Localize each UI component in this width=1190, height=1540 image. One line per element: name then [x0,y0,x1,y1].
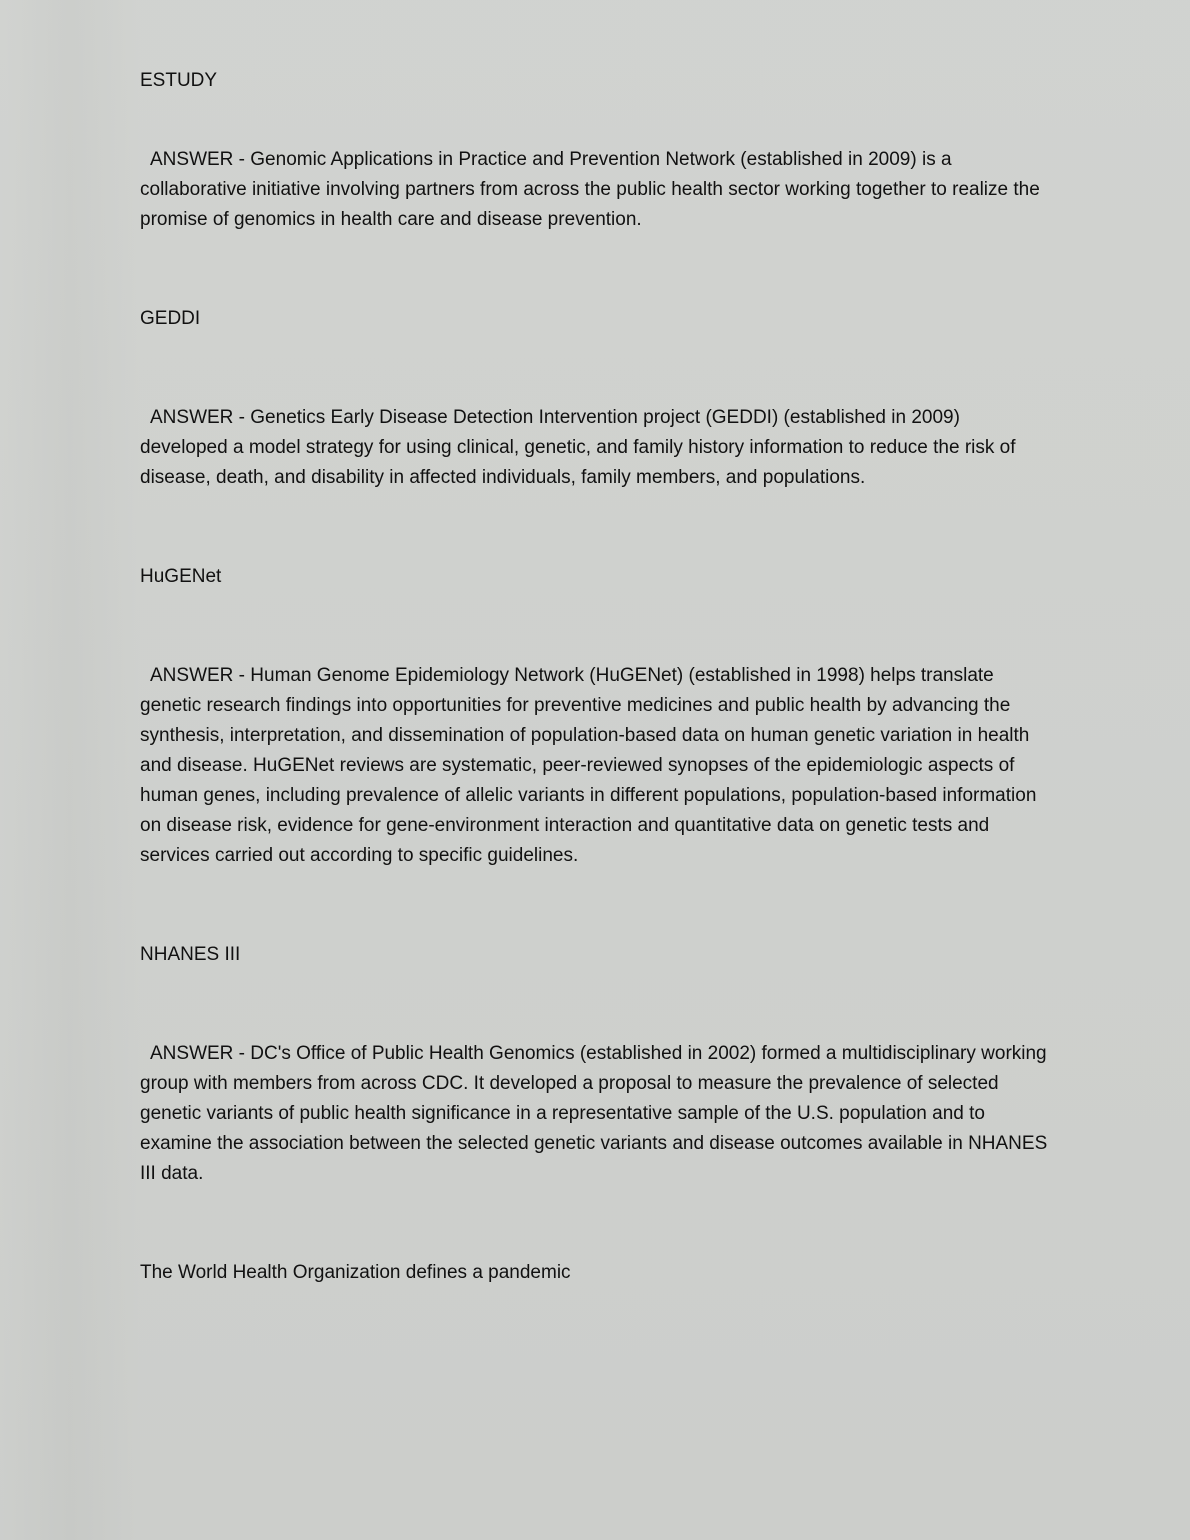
term-geddi: GEDDI [140,308,201,329]
answer-prefix: ANSWER - [150,407,251,428]
answer-estudy [140,145,1050,235]
answer-text: Genomic Applications in Practice and Prevention Network (established in 2009) is a collaborative initiative involving partners from across the public health sector working together to realize the promise of genomics in health care and disease prevention. [140,149,1040,230]
term-estudy: ESTUDY [140,70,218,91]
answer-text: DC's Office of Public Health Genomics (established in 2002) formed a multidisciplinary working group with members from across CDC. It developed a proposal to measure the prevalence of selected genetic variants of public health significance in a representative sample of the U.S. population and to examine the association between the selected genetic variants and disease outcomes available in NHANES III data. [140,1043,1048,1184]
answer-geddi [140,403,1050,493]
answer-text: Human Genome Epidemiology Network (HuGENet) (established in 1998) helps translate genetic research findings into opportunities for preventive medicines and public health by advancing the synthesis, interpretation, and dissemination of population-based data on human genetic variation in health and disease. HuGENet reviews are systematic, peer-reviewed synopses of the epidemiologic aspects of human genes, including prevalence of allelic variants in different populations, population-based information on disease risk, evidence for gene-environment interaction and quantitative data on genetic tests and services carried out according to specific guidelines. [140,665,1037,866]
answer-text: Genetics Early Disease Detection Intervention project (GEDDI) (established in 2009) developed a model strategy for using clinical, genetic, and family history information to reduce the risk of disease, death, and disability in affected individuals, family members, and populations. [140,407,1016,488]
answer-prefix: ANSWER - [150,1043,251,1064]
answer-prefix: ANSWER - [150,149,251,170]
answer-hugenet [140,661,1050,871]
answer-prefix: ANSWER - [150,665,251,686]
term-who-pandemic: The World Health Organization defines a pandemic [140,1262,571,1283]
term-nhanes-iii: NHANES III [140,944,241,965]
answer-nhanes-iii [140,1039,1050,1189]
term-hugenet: HuGENet [140,566,222,587]
